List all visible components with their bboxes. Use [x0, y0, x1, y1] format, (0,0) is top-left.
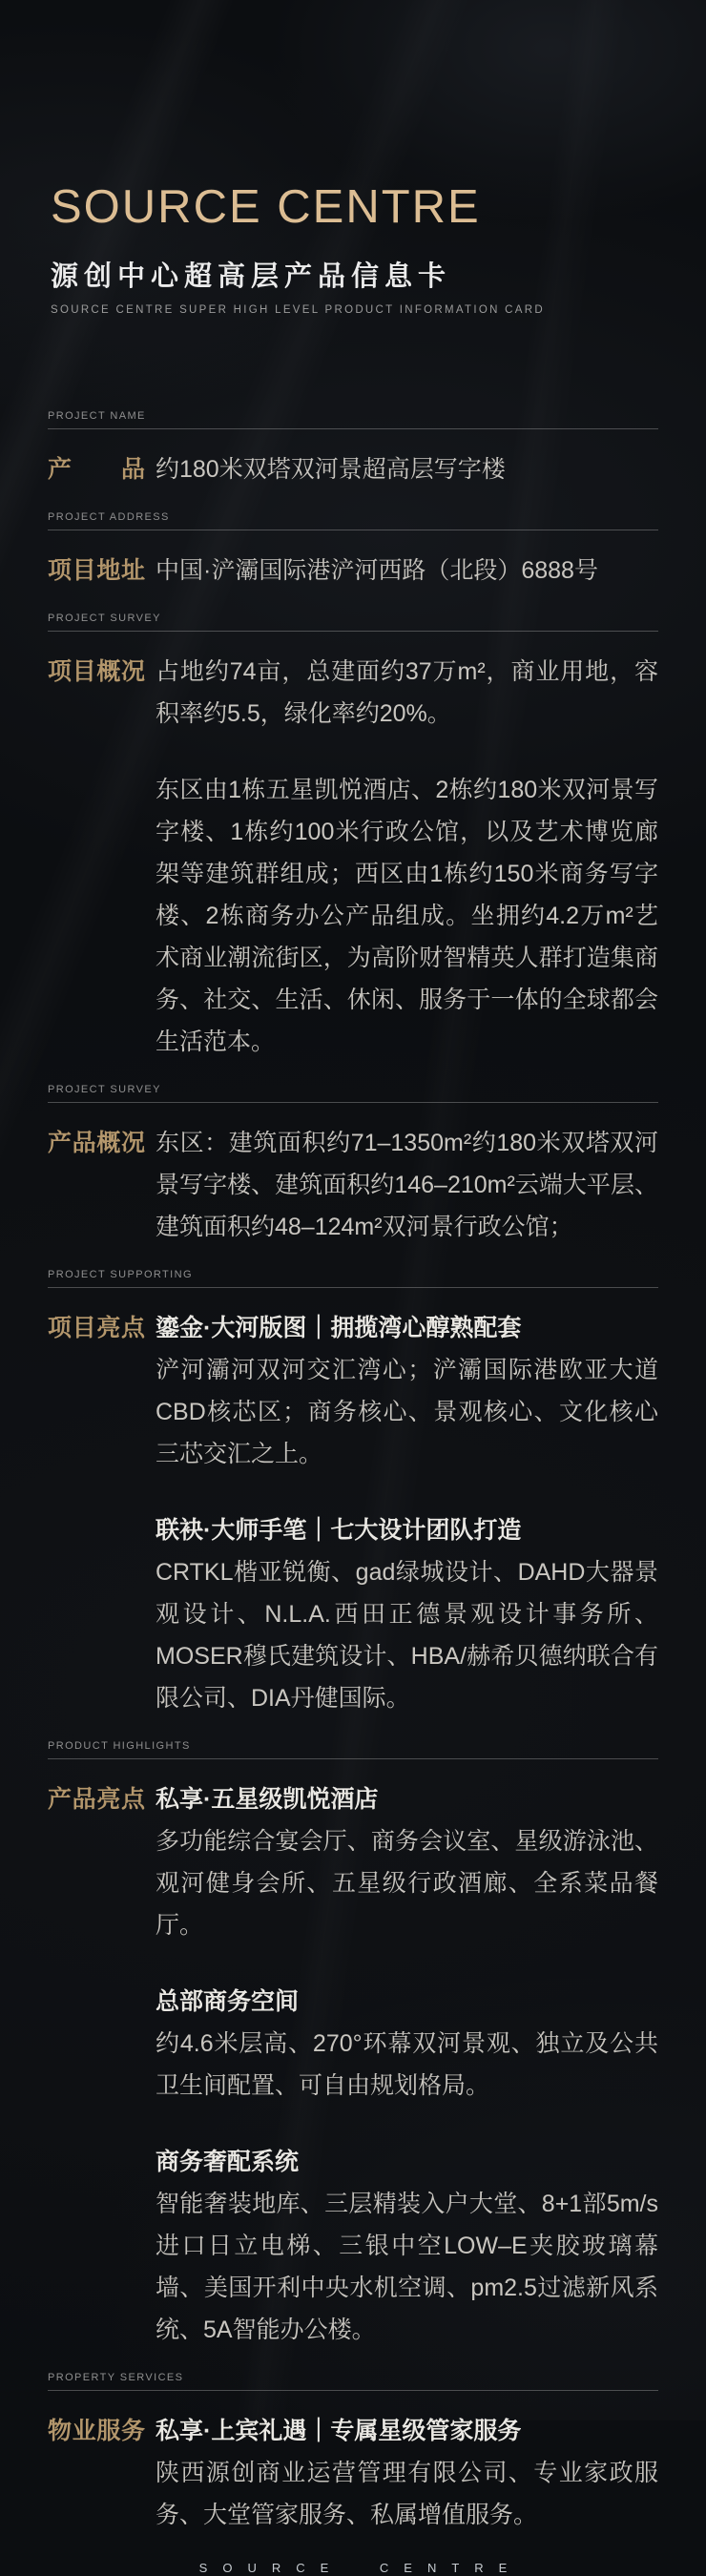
- info-row: [48, 1122, 658, 1248]
- brand-title: SOURCE CENTRE: [51, 181, 481, 233]
- field-label: [48, 1122, 156, 1248]
- section-eyebrow: PROPERTY SERVICES: [48, 2372, 658, 2391]
- section-project-survey: [48, 613, 658, 1063]
- block-body: 约4.6米层高、270°环幕双河景观、独立及公共卫生间配置、可自由规划格局。: [156, 2030, 658, 2099]
- info-row: [48, 1778, 658, 2351]
- card-title-en: SOURCE CENTRE SUPER HIGH LEVEL PRODUCT INFORMATION CARD: [51, 304, 545, 316]
- field-label: [48, 651, 156, 1063]
- field-label-text: 项目地址: [48, 557, 145, 584]
- field-content: [156, 1122, 658, 1248]
- section-property-services: [48, 2372, 658, 2536]
- content-block: [156, 550, 658, 592]
- content-block: [156, 1509, 658, 1719]
- block-body: 中国·浐灞国际港浐河西路（北段）6888号: [156, 557, 598, 584]
- field-label: [48, 2410, 156, 2536]
- field-content: [156, 550, 658, 592]
- content-block: [156, 769, 658, 1063]
- section-project-name: [48, 410, 658, 490]
- section-eyebrow: PROJECT ADDRESS: [48, 511, 658, 530]
- block-body: CRTKL楷亚锐衡、gad绿城设计、DAHD大器景观设计、N.L.A.西田正德景观设计事务所、MOSER穆氏建筑设计、HBA/赫希贝德纳联合有限公司、DIA丹健国际。: [156, 1559, 658, 1712]
- card-header: [48, 0, 658, 317]
- content-block: [156, 1778, 658, 1946]
- field-label-text: 物业服务: [48, 2418, 145, 2444]
- block-body: 占地约74亩，总建面约37万m²，商业用地，容积率约5.5，绿化率约20%。: [156, 658, 658, 727]
- field-label-text: 项目亮点: [48, 1315, 145, 1341]
- block-heading: 联袂·大师手笔｜七大设计团队打造: [156, 1517, 522, 1544]
- block-heading: 私享·上宾礼遇｜专属星级管家服务: [156, 2418, 522, 2444]
- content-block: [156, 1981, 658, 2107]
- section-eyebrow: PRODUCT HIGHLIGHTS: [48, 1740, 658, 1759]
- section-eyebrow: PROJECT NAME: [48, 410, 658, 429]
- info-row: [48, 550, 658, 592]
- field-label: [48, 1778, 156, 2351]
- field-content: [156, 2410, 658, 2536]
- field-label-text: 产品概况: [48, 1130, 145, 1156]
- content-block: [156, 651, 658, 735]
- section-eyebrow: PROJECT SUPPORTING: [48, 1269, 658, 1288]
- section-eyebrow: PROJECT SURVEY: [48, 613, 658, 632]
- block-body: 浐河灞河双河交汇湾心；浐灞国际港欧亚大道CBD核芯区；商务核心、景观核心、文化核心三芯交汇之上。: [156, 1357, 658, 1467]
- field-content: [156, 1778, 658, 2351]
- block-body: 陕西源创商业运营管理有限公司、专业家政服务、大堂管家服务、私属增值服务。: [156, 2460, 658, 2528]
- field-label-text: 产品亮点: [48, 1786, 145, 1813]
- content-block: [156, 2141, 658, 2351]
- field-label-text: 产品: [48, 456, 145, 483]
- section-product-highlights: [48, 1740, 658, 2351]
- block-heading: 私享·五星级凯悦酒店: [156, 1786, 379, 1813]
- card-title-zh: 源创中心超高层产品信息卡: [51, 261, 452, 292]
- section-eyebrow: PROJECT SURVEY: [48, 1084, 658, 1103]
- field-label: [48, 448, 156, 490]
- block-heading: 总部商务空间: [156, 1988, 300, 2015]
- block-body: 东区：建筑面积约71–1350m²约180米双塔双河景写字楼、建筑面积约146–210m²云端大平层、建筑面积约48–124m²双河景行政公馆；: [156, 1130, 658, 1240]
- block-body: 东区由1栋五星凯悦酒店、2栋约180米双河景写字楼、1栋约100米行政公馆，以及艺术博览廊架等建筑群组成；西区由1栋约150米商务写字楼、2栋商务办公产品组成。坐拥约4.2万m²艺术商业潮流街区，为高阶财智精英人群打造集商务、社交、生活、休闲、服务于一体的全球都会生活范本。: [156, 777, 658, 1055]
- content-block: [156, 1307, 658, 1475]
- field-content: [156, 1307, 658, 1719]
- info-row: [48, 448, 658, 490]
- section-project-highlights: [48, 1269, 658, 1719]
- info-row: [48, 651, 658, 1063]
- field-content: [156, 651, 658, 1063]
- footer-wordmark: SOURCE CENTRE: [198, 2561, 523, 2575]
- field-label: [48, 550, 156, 592]
- info-row: [48, 2410, 658, 2536]
- field-content: [156, 448, 658, 490]
- content-block: [156, 2410, 658, 2536]
- info-sections: [48, 410, 658, 2536]
- block-heading: 鎏金·大河版图｜拥揽湾心醇熟配套: [156, 1315, 522, 1341]
- block-body: 智能奢装地库、三层精装入户大堂、8+1部5m/s进口日立电梯、三银中空LOW–E夹胶玻璃幕墙、美国开利中央水机空调、pm2.5过滤新风系统、5A智能办公楼。: [156, 2191, 658, 2343]
- section-product-survey: [48, 1084, 658, 1248]
- block-body: 约180米双塔双河景超高层写字楼: [156, 456, 506, 483]
- field-label-text: 项目概况: [48, 658, 145, 685]
- content-block: [156, 448, 658, 490]
- block-heading: 商务奢配系统: [156, 2149, 300, 2175]
- content-block: [156, 1122, 658, 1248]
- section-project-address: [48, 511, 658, 592]
- field-label: [48, 1307, 156, 1719]
- block-body: 多功能综合宴会厅、商务会议室、星级游泳池、观河健身会所、五星级行政酒廊、全系菜品餐厅。: [156, 1828, 658, 1939]
- info-row: [48, 1307, 658, 1719]
